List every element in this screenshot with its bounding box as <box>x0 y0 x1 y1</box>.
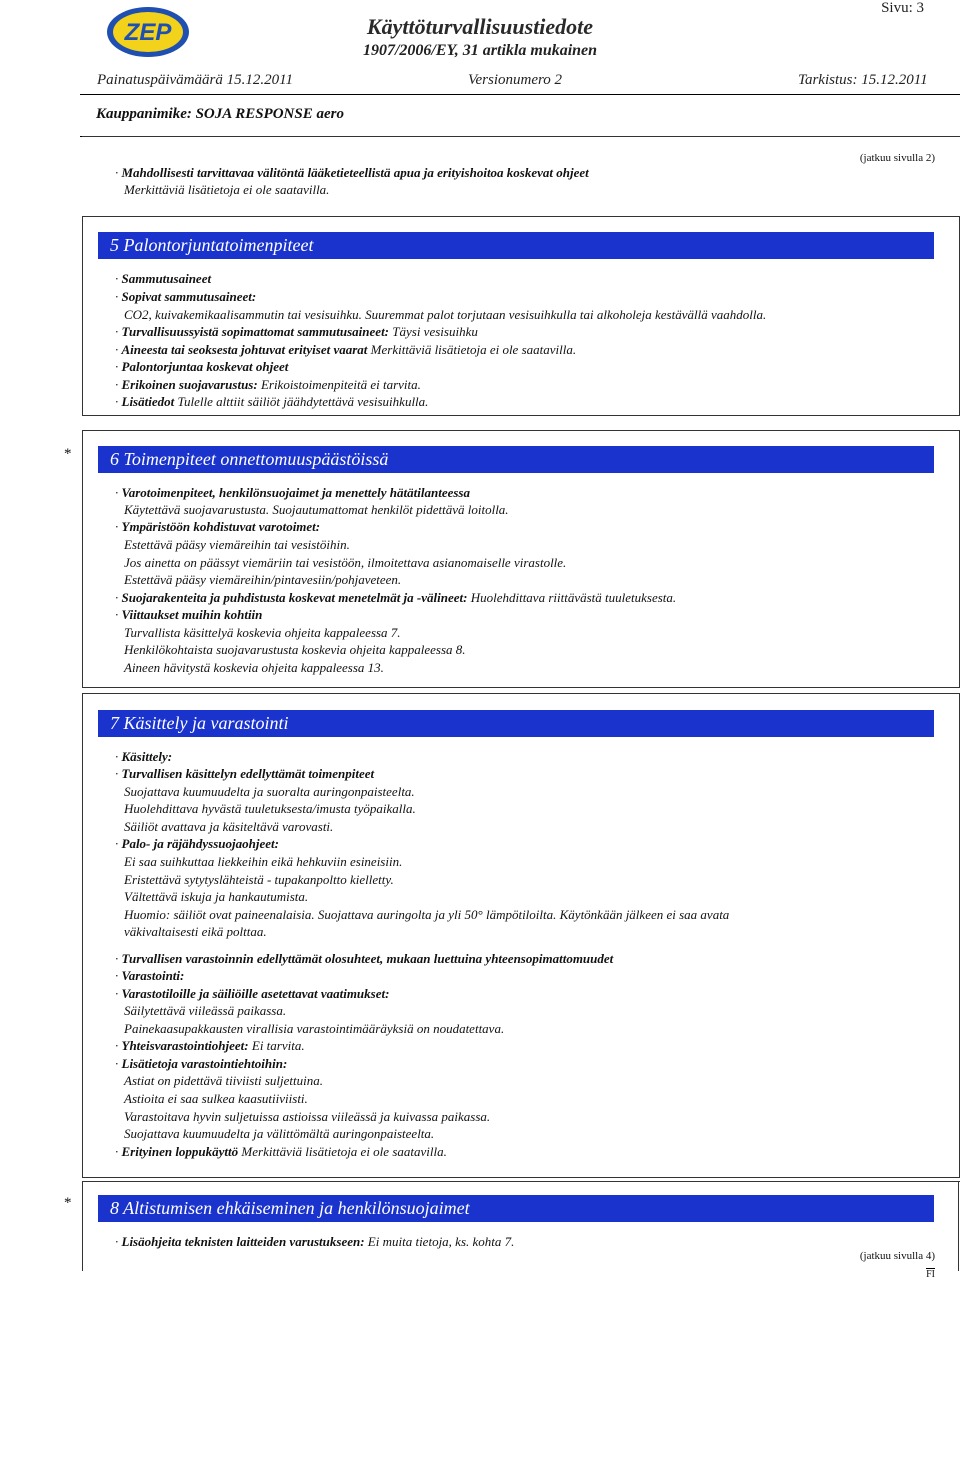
section-8-frame <box>82 1181 960 1182</box>
intro-frame <box>82 136 960 137</box>
document-subtitle: 1907/2006/EY, 31 artikla mukainen <box>362 42 598 59</box>
s6-heading: Viittaukset muihin kohtiin <box>121 607 263 622</box>
s7-line: · Turvallisen käsittelyn edellyttämät toimenpiteet <box>115 766 375 781</box>
s7-heading: Erityinen loppukäyttö <box>121 1144 239 1159</box>
s7-text: Varastoitava hyvin suljetuissa astioissa viileässä ja kuivassa paikassa. <box>124 1109 491 1124</box>
change-marker: * <box>64 1195 72 1211</box>
s7-line: · Turvallisen varastoinnin edellyttämät olosuhteet, mukaan luettuina yhteensopimattomuudet <box>115 951 614 966</box>
s7-heading: Turvallisen käsittelyn edellyttämät toimenpiteet <box>121 766 375 781</box>
continued-from-label: (jatkuu sivulla 2) <box>859 152 935 164</box>
s7-text: Painekaasupakkausten virallisia varastointimääräyksiä on noudatettava. <box>124 1021 505 1036</box>
s6-line: · Viittaukset muihin kohtiin <box>115 607 263 622</box>
s7-text: Vältettävä iskuja ja hankautumista. <box>124 889 309 904</box>
version-number: Versionumero 2 <box>468 72 563 88</box>
s7-line: · Varastotiloille ja säiliöille asetettavat vaatimukset: <box>115 986 390 1001</box>
s7-text: Astioita ei saa sulkea kaasutiiviisti. <box>124 1091 308 1106</box>
section-7-title: 7 Käsittely ja varastointi <box>98 710 934 737</box>
s7-text: Säiliöt avattava ja käsiteltävä varovasti. <box>124 819 334 834</box>
s6-text: Henkilökohtaista suojavarustusta koskevia ohjeita kappaleessa 8. <box>124 642 466 657</box>
s7-text: Ei tarvita. <box>251 1038 305 1053</box>
s5-line: · Sammutusaineet <box>115 271 212 286</box>
s7-heading: Varastointi: <box>121 968 185 983</box>
s7-text: Huomio: säiliöt ovat paineenalaisia. Suojattava auringolta ja yli 50° lämpötiloilta. Käytönkään jälkeen ei saa avata <box>124 907 730 922</box>
s6-heading: Ympäristöön kohdistuvat varotoimet: <box>121 519 321 534</box>
logo-text: ZEP <box>124 19 172 46</box>
s6-text: Estettävä pääsy viemäreihin tai vesistöihin. <box>124 537 350 552</box>
s6-heading: Suojarakenteita ja puhdistusta koskevat menetelmät ja -välineet: <box>121 590 468 605</box>
s7-heading: Lisätietoja varastointiehtoihin: <box>121 1056 288 1071</box>
s7-heading: Palo- ja räjähdyssuojaohjeet: <box>121 836 279 851</box>
s8-line: · Lisäohjeita teknisten laitteiden varustukseen: Ei muita tietoja, ks. kohta 7. <box>115 1234 515 1249</box>
section-6-title: 6 Toimenpiteet onnettomuuspäästöissä <box>98 446 934 473</box>
s5-heading: Turvallisuussyistä sopimattomat sammutusaineet: <box>121 324 390 339</box>
s6-line: · Varotoimenpiteet, henkilönsuojaimet ja menettely hätätilanteessa <box>115 485 470 500</box>
trade-name: Kauppanimike: SOJA RESPONSE aero <box>96 106 344 122</box>
s5-line: · Aineesta tai seoksesta johtuvat erityiset vaarat Merkittäviä lisätietoja ei ole saatavilla. <box>115 342 577 357</box>
s6-line: · Suojarakenteita ja puhdistusta koskevat menetelmät ja -välineet: Huolehdittava riittävästä tuuletuksesta. <box>115 590 677 605</box>
s7-heading: Varastotiloille ja säiliöille asetettavat vaatimukset: <box>121 986 390 1001</box>
s6-text: Aineen hävitystä koskevia ohjeita kappaleessa 13. <box>124 660 384 675</box>
s7-text: Eristettävä sytytyslähteistä - tupakanpoltto kielletty. <box>124 872 394 887</box>
s7-heading: Turvallisen varastoinnin edellyttämät olosuhteet, mukaan luettuina yhteensopimattomuudet <box>121 951 614 966</box>
s8-text: Ei muita tietoja, ks. kohta 7. <box>367 1234 515 1249</box>
section-8-right-border <box>958 1181 959 1271</box>
s7-text: Suojattava kuumuudelta ja välittömältä auringonpaisteelta. <box>124 1126 435 1141</box>
s7-line: · Varastointi: <box>115 968 185 983</box>
s7-text: Huolehdittava hyvästä tuuletuksesta/imusta työpaikalla. <box>124 801 416 816</box>
s7-text: Säilytettävä viileässä paikassa. <box>124 1003 287 1018</box>
s5-heading: Palontorjuntaa koskevat ohjeet <box>121 359 289 374</box>
s6-text: Turvallista käsittelyä koskevia ohjeita kappaleessa 7. <box>124 625 401 640</box>
s5-heading: Aineesta tai seoksesta johtuvat erityiset vaarat <box>121 342 368 357</box>
s5-text: Tulelle alttiit säiliöt jäähdytettävä vesisuihkulla. <box>177 394 429 409</box>
intro-line: · Mahdollisesti tarvittavaa välitöntä lääketieteellistä apua ja erityishoitoa koskevat ohjeet <box>115 165 589 180</box>
language-code: FI <box>926 1269 935 1280</box>
s6-line: · Ympäristöön kohdistuvat varotoimet: <box>115 519 321 534</box>
s5-line: · Lisätiedot Tulelle alttiit säiliöt jäähdytettävä vesisuihkulla. <box>115 394 429 409</box>
s7-line: · Palo- ja räjähdyssuojaohjeet: <box>115 836 279 851</box>
continues-on-label: (jatkuu sivulla 4) <box>859 1250 935 1262</box>
print-date: Painatuspäivämäärä 15.12.2011 <box>97 72 293 88</box>
s5-text: Täysi vesisuihku <box>392 324 478 339</box>
s5-text: CO2, kuivakemikaalisammutin tai vesisuihku. Suuremmat palot torjutaan vesisuihkulla tai alkoholeja kestävällä vaahdolla. <box>124 307 767 322</box>
intro-text: Merkittäviä lisätietoja ei ole saatavilla. <box>124 182 330 197</box>
s5-line: · Turvallisuussyistä sopimattomat sammutusaineet: Täysi vesisuihku <box>115 324 478 339</box>
section-8-left-border <box>82 1181 83 1271</box>
s5-text: Erikoistoimenpiteitä ei tarvita. <box>260 377 421 392</box>
s5-heading: Lisätiedot <box>121 394 175 409</box>
s7-line: · Käsittely: <box>115 749 173 764</box>
s5-heading: Erikoinen suojavarustus: <box>121 377 258 392</box>
s7-text: Merkittäviä lisätietoja ei ole saatavilla. <box>241 1144 447 1159</box>
s5-line: · Erikoinen suojavarustus: Erikoistoimenpiteitä ei tarvita. <box>115 377 421 392</box>
section-8-title: 8 Altistumisen ehkäiseminen ja henkilönsuojaimet <box>98 1195 934 1222</box>
page-number: Sivu: 3 <box>881 0 924 16</box>
section-5-title: 5 Palontorjuntatoimenpiteet <box>98 232 934 259</box>
change-marker: * <box>64 446 72 462</box>
s7-line: · Erityinen loppukäyttö Merkittäviä lisätietoja ei ole saatavilla. <box>115 1144 447 1159</box>
s6-text: Estettävä pääsy viemäreihin/pintavesiin/pohjaveteen. <box>124 572 402 587</box>
s6-text: Jos ainetta on päässyt viemäriin tai vesistöön, ilmoitettava asianomaiselle virastolle. <box>124 555 567 570</box>
s5-text: Merkittäviä lisätietoja ei ole saatavilla. <box>370 342 577 357</box>
document-title: Käyttöturvallisuustiedote <box>366 14 594 39</box>
s7-text: väkivaltaisesti eikä polttaa. <box>124 924 267 939</box>
s5-line: · Palontorjuntaa koskevat ohjeet <box>115 359 289 374</box>
s7-text: Ei saa suihkuttaa liekkeihin eikä hehkuviin esineisiin. <box>124 854 403 869</box>
intro-heading: Mahdollisesti tarvittavaa välitöntä lääketieteellistä apua ja erityishoitoa koskevat ohjeet <box>121 165 589 180</box>
s7-line: · Lisätietoja varastointiehtoihin: <box>115 1056 288 1071</box>
s7-line: · Yhteisvarastointiohjeet: Ei tarvita. <box>115 1038 305 1053</box>
s6-text: Huolehdittava riittävästä tuuletuksesta. <box>470 590 677 605</box>
s5-line: · Sopivat sammutusaineet: <box>115 289 257 304</box>
s8-heading: Lisäohjeita teknisten laitteiden varustukseen: <box>121 1234 365 1249</box>
s7-heading: Käsittely: <box>121 749 173 764</box>
revision-date: Tarkistus: 15.12.2011 <box>798 72 928 88</box>
s6-heading: Varotoimenpiteet, henkilönsuojaimet ja menettely hätätilanteessa <box>121 485 470 500</box>
s7-text: Suojattava kuumuudelta ja suoralta auringonpaisteelta. <box>124 784 415 799</box>
s7-heading: Yhteisvarastointiohjeet: <box>121 1038 249 1053</box>
s6-text: Käytettävä suojavarustusta. Suojautumattomat henkilöt pidettävä loitolla. <box>124 502 509 517</box>
s7-text: Astiat on pidettävä tiiviisti suljettuina. <box>124 1073 323 1088</box>
s5-heading: Sopivat sammutusaineet: <box>121 289 257 304</box>
header-divider <box>80 94 960 95</box>
s5-heading: Sammutusaineet <box>121 271 212 286</box>
